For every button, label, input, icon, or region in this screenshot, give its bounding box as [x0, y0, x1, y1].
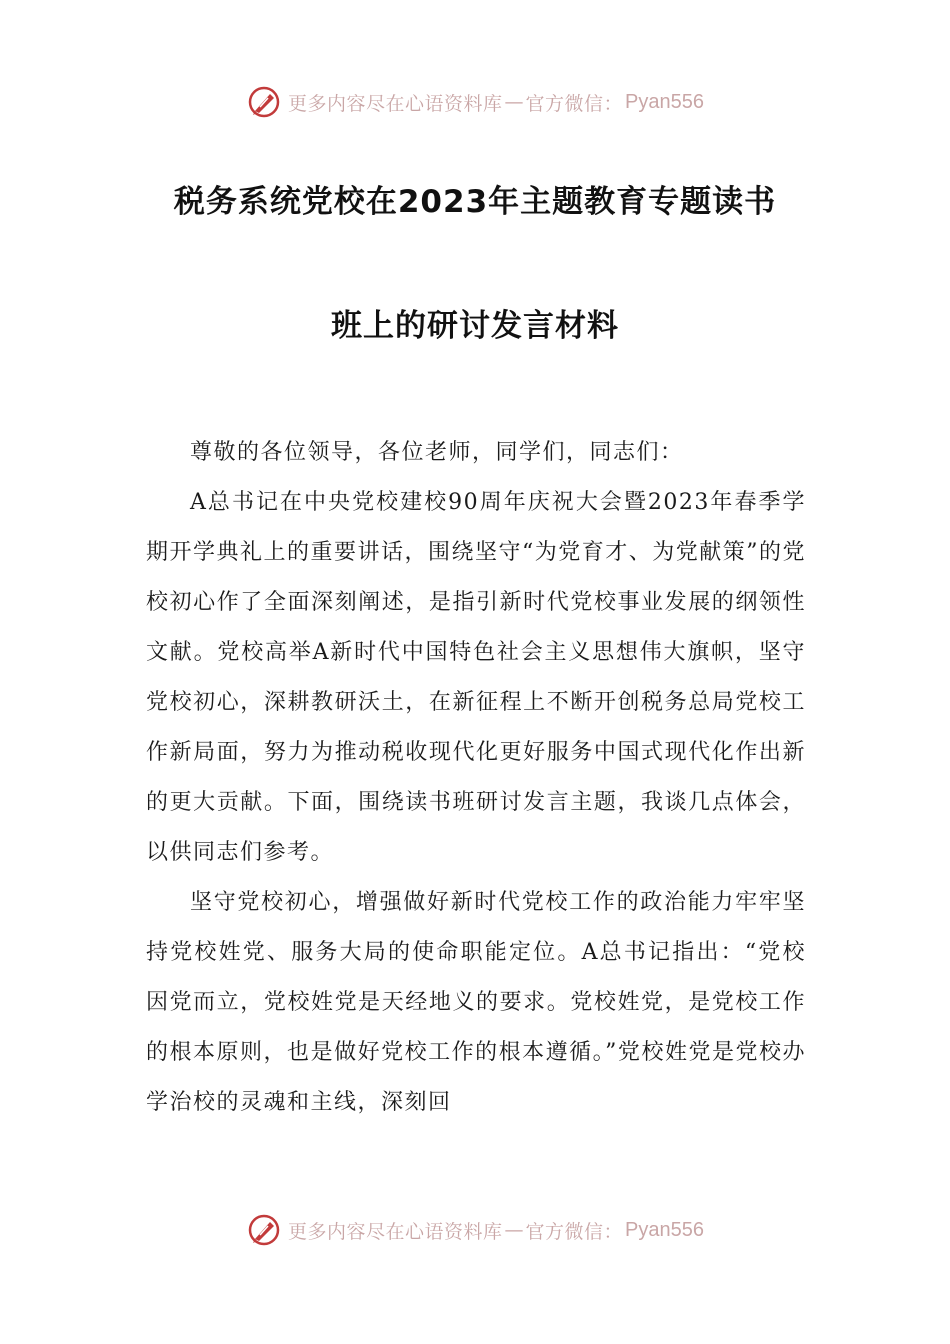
watermark-text: 更多内容尽在心语资料库 — [288, 1220, 503, 1243]
body-paragraph: A总书记在中央党校建校90周年庆祝大会暨2023年春季学期开学典礼上的重要讲话，围绕坚守“为党育才、为党献策”的党校初心作了全面深刻阐述，是指引新时代党校事业发展的纲领性文献。党校高举A新时代中国特色社会主义思想伟大旗帜，坚守党校初心，深耕教研沃土，在新征程上不断开创税务总局党校工作新局面，努力为推动税收现代化更好服务中国式现代化作出新的更大贡献。下面，围绕读书班研讨发言主题，我谈几点体会，以供同志们参考。 — [146, 490, 806, 865]
document-body — [146, 428, 806, 1128]
pen-nib-logo-icon — [246, 84, 282, 120]
footer-watermark — [0, 1210, 950, 1250]
watermark-separator: — — [504, 1219, 524, 1241]
watermark-label: 官方微信： — [525, 1220, 624, 1243]
watermark-id: Pyan556 — [625, 1218, 704, 1241]
pen-nib-logo-icon — [246, 1212, 282, 1248]
watermark-text: 更多内容尽在心语资料库 — [288, 92, 503, 115]
header-watermark — [0, 82, 950, 122]
document-title-line-2: 班上的研讨发言材料 — [331, 308, 619, 344]
watermark-label: 官方微信： — [525, 92, 624, 115]
salutation-paragraph: 尊敬的各位领导，各位老师，同学们，同志们： — [190, 440, 684, 465]
document-title-line-1: 税务系统党校在2023年主题教育专题读书 — [173, 184, 777, 220]
watermark-id: Pyan556 — [625, 90, 704, 113]
watermark-separator: — — [504, 91, 524, 113]
body-paragraph: 坚守党校初心，增强做好新时代党校工作的政治能力牢牢坚持党校姓党、服务大局的使命职能定位。A总书记指出：“党校因党而立，党校姓党是天经地义的要求。党校姓党，是党校工作的根本原则，也是做好党校工作的根本遵循。”党校姓党是党校办学治校的灵魂和主线，深刻回 — [146, 890, 806, 1115]
